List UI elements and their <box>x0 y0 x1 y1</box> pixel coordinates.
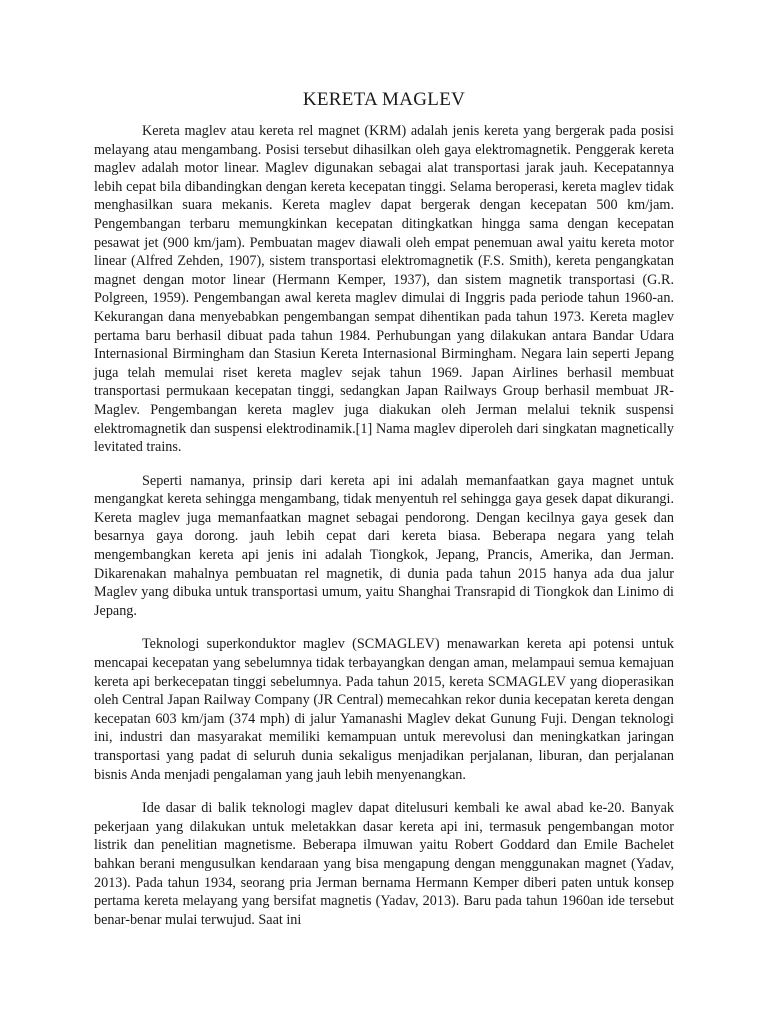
paragraph-4: Ide dasar di balik teknologi maglev dapat ditelusuri kembali ke awal abad ke-20. Banyak pekerjaan yang dilakukan untuk meletakkan dasar kereta api ini, termasuk pengembangan motor listrik dan penelitian magnetisme. Beberapa ilmuwan yaitu Robert Goddard dan Emile Bachelet bahkan berani mengusulkan kendaraan yang bisa mengapung dengan menggunakan magnet (Yadav, 2013). Pada tahun 1934, seorang pria Jerman bernama Hermann Kemper diberi paten untuk konsep pertama kereta melayang yang bersifat magnetis (Yadav, 2013). Baru pada tahun 1960an ide tersebut benar-benar mulai terwujud. Saat ini <box>94 800 674 928</box>
document-title: KERETA MAGLEV <box>302 89 466 110</box>
paragraph-1: Kereta maglev atau kereta rel magnet (KRM) adalah jenis kereta yang bergerak pada posisi melayang atau mengambang. Posisi tersebut dihasilkan oleh gaya elektromagnetik. Penggerak kereta maglev adalah motor linear. Maglev digunakan sebagai alat transportasi jarak jauh. Kecepatannya lebih cepat bila dibandingkan dengan kereta kecepatan tinggi. Selama beroperasi, kereta maglev tidak menghasilkan suara mekanis. Kereta maglev dapat bergerak dengan kecepatan 500 km/jam. Pengembangan terbaru memungkinkan kecepatan ditingkatkan hingga sama dengan kecepatan pesawat jet (900 km/jam). Pembuatan magev diawali oleh empat penemuan awal yaitu kereta motor linear (Alfred Zehden, 1907), sistem transportasi elektromagnetik (F.S. Smith), kereta pengangkatan magnet dengan motor linear (Hermann Kemper, 1937), dan sistem magnetik transportasi (G.R. Polgreen, 1959). Pengembangan awal kereta maglev dimulai di Inggris pada periode tahun 1960-an. Kekurangan dana menyebabkan pengembangan sempat dihentikan pada tahun 1973. Kereta maglev pertama baru berhasil dibuat pada tahun 1984. Perhubungan yang dilakukan antara Bandar Udara Internasional Birmingham dan Stasiun Kereta Internasional Birmingham. Negara lain seperti Jepang juga telah memulai riset kereta maglev sejak tahun 1969. Japan Airlines berhasil membuat transportasi permukaan kecepatan tinggi, sedangkan Japan Railways Group berhasil membuat JR-Maglev. Pengembangan kereta maglev juga diakukan oleh Jerman melalui teknik suspensi elektromagnetik dan suspensi elektrodinamik.[1] Nama maglev diperoleh dari singkatan magnetically levitated trains. <box>94 123 674 456</box>
paragraph-3: Teknologi superkonduktor maglev (SCMAGLEV) menawarkan kereta api potensi untuk mencapai kecepatan yang sebelumnya tidak terbayangkan dengan aman, melampaui semua kemajuan kereta api berkecepatan tinggi sebelumnya. Pada tahun 2015, kereta SCMAGLEV yang dioperasikan oleh Central Japan Railway Company (JR Central) memecahkan rekor dunia kecepatan kereta dengan kecepatan 603 km/jam (374 mph) di jalur Yamanashi Maglev dekat Gunung Fuji. Dengan teknologi ini, industri dan masyarakat memiliki kemampuan untuk merevolusi dan meningkatkan jaringan transportasi yang padat di seluruh dunia sekaligus menjadikan perjalanan, liburan, dan perjalanan bisnis Anda menjadi pengalaman yang jauh lebih menyenangkan. <box>94 636 674 783</box>
document-body <box>94 88 674 944</box>
paragraph-2: Seperti namanya, prinsip dari kereta api ini adalah memanfaatkan gaya magnet untuk mengangkat kereta sehingga mengambang, tidak menyentuh rel sehingga gaya gesek dapat dikurangi. Kereta maglev juga memanfaatkan magnet sebagai pendorong. Dengan kecilnya gaya gesek dan besarnya gaya dorong. jauh lebih cepat dari kereta biasa. Beberapa negara yang telah mengembangkan kereta api jenis ini adalah Tiongkok, Jepang, Prancis, Amerika, dan Jerman. Dikarenakan mahalnya pembuatan rel magnetik, di dunia pada tahun 2015 hanya ada dua jalur Maglev yang dibuka untuk transportasi umum, yaitu Shanghai Transrapid di Tiongkok dan Linimo di Jepang. <box>94 472 674 619</box>
